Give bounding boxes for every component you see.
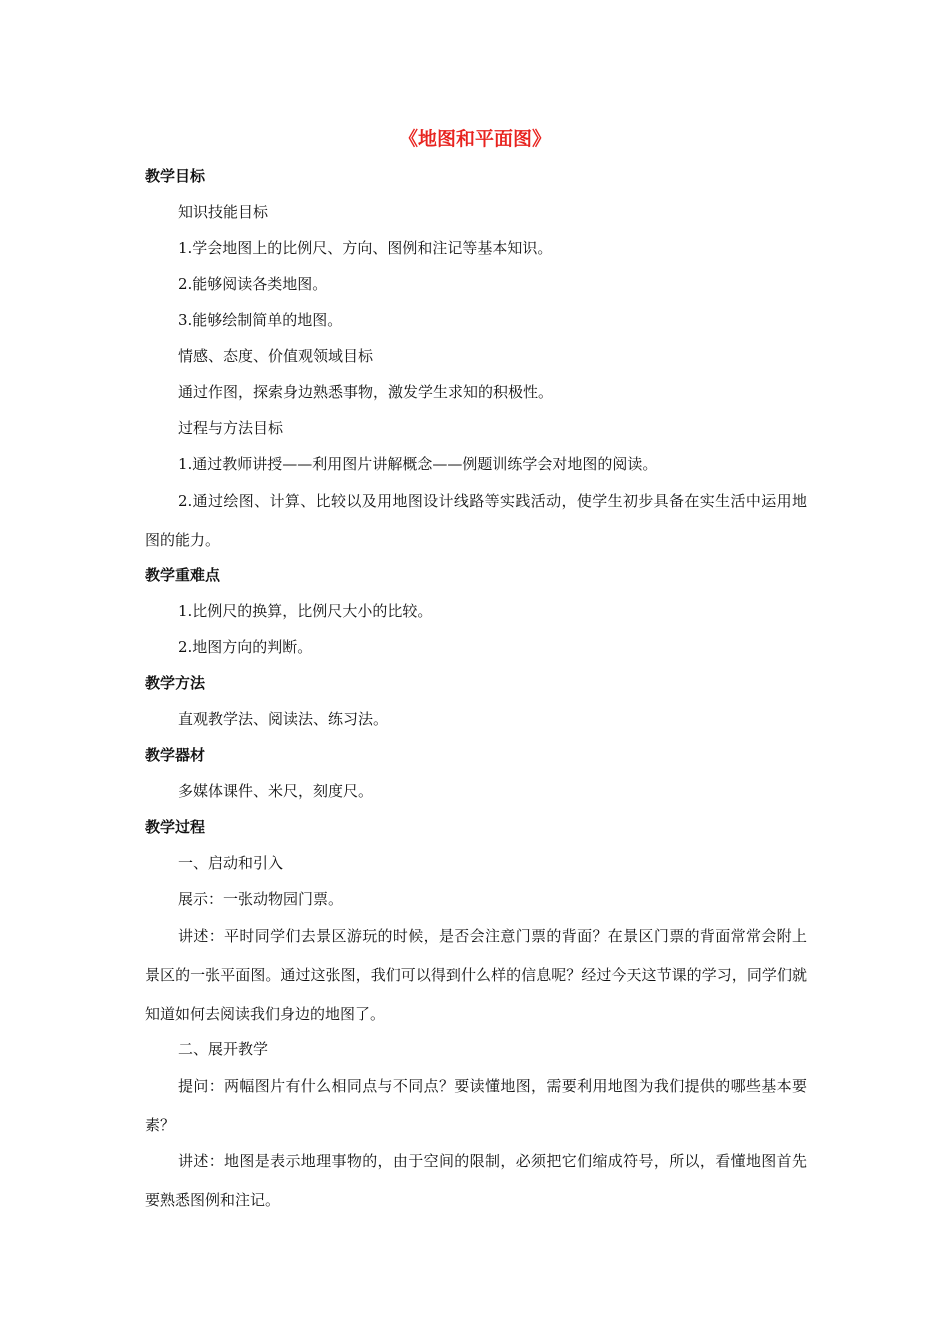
section-teaching-process (145, 809, 807, 1220)
paragraph: 展示：一张动物园门票。 (178, 890, 344, 908)
document-body (145, 158, 807, 1217)
paragraph: 1.学会地图上的比例尺、方向、图例和注记等基本知识。 (178, 239, 553, 257)
section-heading: 教学目标 (145, 167, 206, 185)
paragraph: 直观教学法、阅读法、练习法。 (178, 710, 389, 728)
paragraph: 讲述：平时同学们去景区游玩的时候，是否会注意门票的背面？在景区门票的背面常常会附上景区的一张平面图。通过这张图，我们可以得到什么样的信息呢？经过今天这节课的学习，同学们就知道如何去阅读我们身边的地图了。 (145, 927, 807, 1023)
paragraph: 情感、态度、价值观领域目标 (178, 347, 374, 365)
paragraph: 1.通过教师讲授——利用图片讲解概念——例题训练学会对地图的阅读。 (178, 455, 658, 473)
paragraph: 提问：两幅图片有什么相同点与不同点？要读懂地图，需要利用地图为我们提供的哪些基本要素？ (145, 1077, 807, 1134)
document-title: 《地图和平面图》 (398, 128, 551, 150)
paragraph: 1.比例尺的换算，比例尺大小的比较。 (178, 602, 433, 620)
paragraph: 二、展开教学 (178, 1040, 269, 1058)
section-heading: 教学方法 (145, 674, 206, 692)
paragraph: 一、启动和引入 (178, 854, 284, 872)
paragraph: 知识技能目标 (178, 203, 269, 221)
paragraph: 2.能够阅读各类地图。 (178, 275, 328, 293)
paragraph: 过程与方法目标 (178, 419, 284, 437)
section-teaching-objectives (145, 158, 807, 560)
section-teaching-methods (145, 665, 807, 737)
paragraph: 多媒体课件、米尺，刻度尺。 (178, 782, 374, 800)
paragraph: 2.通过绘图、计算、比较以及用地图设计线路等实践活动，使学生初步具备在实生活中运用地图的能力。 (145, 492, 807, 549)
section-heading: 教学器材 (145, 746, 206, 764)
section-heading: 教学过程 (145, 818, 206, 836)
section-key-difficulties (145, 557, 807, 665)
paragraph: 2.地图方向的判断。 (178, 638, 313, 656)
paragraph: 讲述：地图是表示地理事物的，由于空间的限制，必须把它们缩成符号，所以，看懂地图首先要熟悉图例和注记。 (145, 1152, 807, 1209)
section-heading: 教学重难点 (145, 566, 221, 584)
paragraph: 3.能够绘制简单的地图。 (178, 311, 343, 329)
paragraph: 通过作图，探索身边熟悉事物，激发学生求知的积极性。 (178, 383, 554, 401)
section-teaching-materials (145, 737, 807, 809)
